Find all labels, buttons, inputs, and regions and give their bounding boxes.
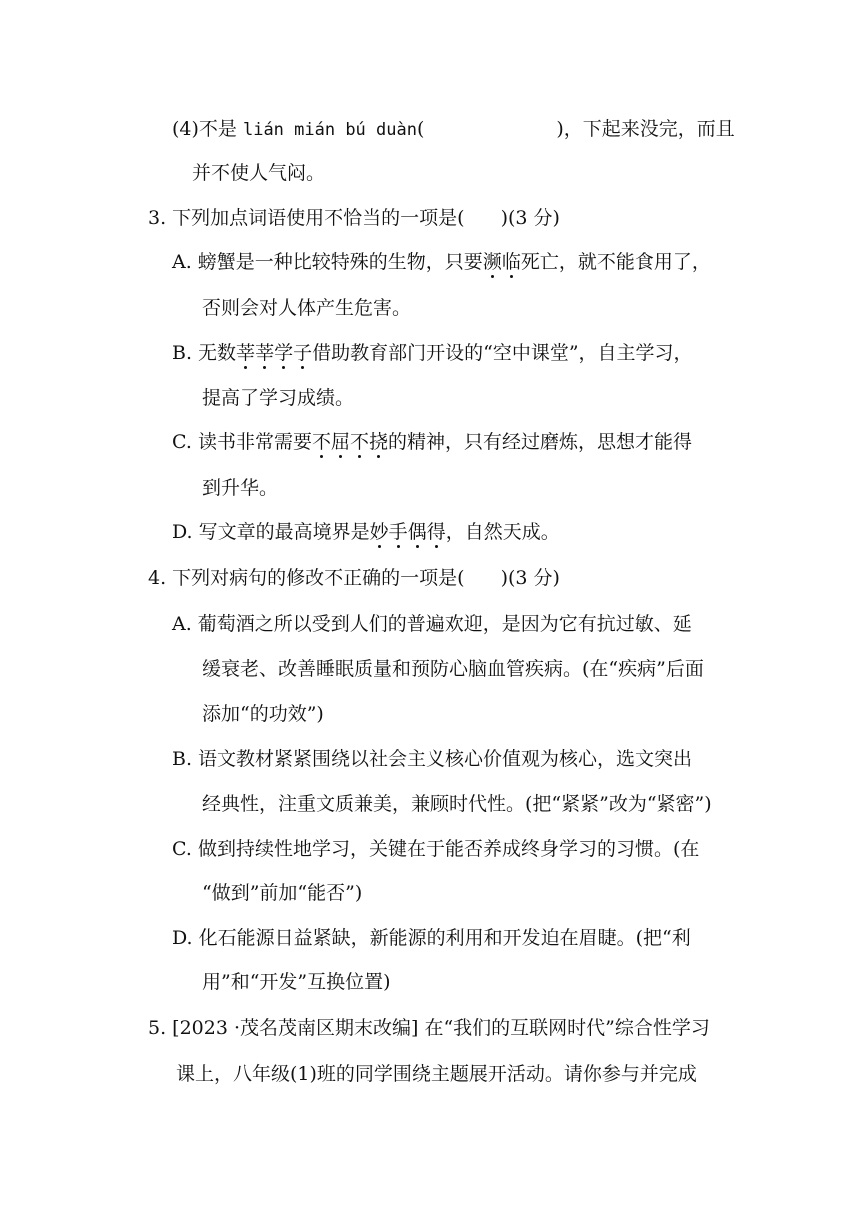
q3-option-b-cont: 提高了学习成绩。: [202, 387, 355, 409]
q4-option-d: D. 化石能源日益紧缺，新能源的利用和开发迫在眉睫。(把“利: [172, 927, 691, 949]
q3-option-c-cont: 到升华。: [202, 477, 279, 499]
option-text: C. 读书非常需要: [172, 431, 312, 453]
option-text: A. 螃蟹是一种比较特殊的生物，只要: [172, 251, 483, 273]
dotted-char: 妙: [369, 521, 389, 543]
option-text: 借助教育部门开设的“空中课堂”，自主学习，: [312, 342, 693, 364]
dotted-char: 手: [388, 521, 408, 543]
dotted-char: 屈: [330, 431, 350, 453]
q4-option-a: A. 葡萄酒之所以受到人们的普遍欢迎，是因为它有抗过敏、延: [172, 613, 692, 635]
q4-stem-text: 4. 下列对病句的修改不正确的一项是(: [148, 567, 465, 589]
dotted-char: 濒: [482, 251, 502, 273]
q5-stem: 5. [2023 ·茂名茂南区期末改编] 在“我们的互联网时代”综合性学习: [148, 1017, 710, 1039]
q4-option-c-cont: “做到”前加“能否”): [202, 882, 363, 904]
q2-item4-pinyin: lián mián bú duàn: [242, 120, 417, 140]
q4-stem-score: )(3 分): [500, 567, 560, 589]
dotted-char: 子: [293, 342, 313, 364]
q3-stem-score: )(3 分): [500, 207, 560, 229]
q3-option-b: [172, 341, 693, 365]
dotted-char: 得: [426, 521, 446, 543]
q5-stem-cont: 课上，八年级(1)班的同学围绕主题展开活动。请你参与并完成: [176, 1063, 697, 1085]
dotted-char: 莘: [255, 342, 275, 364]
q2-item4-prefix: (4)不是: [172, 118, 243, 140]
q4-option-b: B. 语文教材紧紧围绕以社会主义核心价值观为核心，选文突出: [172, 748, 693, 770]
dotted-char: 不: [311, 431, 331, 453]
dotted-char: 临: [501, 251, 521, 273]
dotted-char: 偶: [407, 521, 427, 543]
option-text: 的精神，只有经过磨炼，思想才能得: [388, 431, 693, 453]
q4-option-c: C. 做到持续性地学习，关键在于能否养成终身学习的习惯。(在: [172, 838, 700, 860]
option-text: 死亡，就不能食用了，: [520, 251, 711, 273]
q4-option-a-cont: 缓衰老、改善睡眠质量和预防心脑血管疾病。(在“疾病”后面: [202, 658, 704, 680]
q4-option-b-cont: 经典性，注重文质兼美，兼顾时代性。(把“紧紧”改为“紧密”): [202, 793, 712, 815]
q4-stem: [148, 566, 560, 590]
q3-option-d: [172, 520, 560, 544]
q3-option-a: [172, 250, 711, 274]
q3-option-a-cont: 否则会对人体产生危害。: [202, 297, 412, 319]
dotted-char: 挠: [369, 431, 389, 453]
dotted-char: 学: [274, 342, 294, 364]
option-text: B. 无数: [172, 342, 237, 364]
q2-item4-open-paren: (: [416, 118, 425, 140]
dotted-char: 不: [349, 431, 369, 453]
q2-item4-line2: 并不使人气闷。: [192, 162, 326, 184]
q4-option-a-cont: 添加“的功效”): [202, 703, 324, 725]
option-text: ，自然天成。: [445, 521, 560, 543]
option-text: D. 写文章的最高境界是: [172, 521, 370, 543]
q2-item4-line1: [172, 117, 735, 142]
dotted-char: 莘: [236, 342, 256, 364]
q3-stem: [148, 206, 560, 230]
q4-option-d-cont: 用”和“开发”互换位置): [202, 971, 391, 993]
q3-stem-text: 3. 下列加点词语使用不恰当的一项是(: [148, 207, 465, 229]
q3-option-c: [172, 430, 692, 454]
q2-item4-close: )，下起来没完，而且: [556, 118, 735, 140]
